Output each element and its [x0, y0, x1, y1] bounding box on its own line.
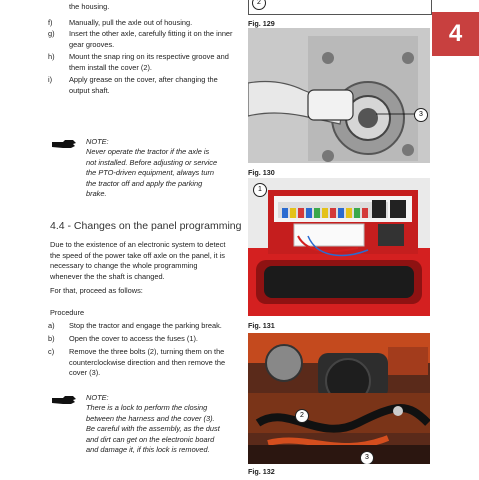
callout-badge: 1 — [253, 183, 267, 197]
step-label: b) — [48, 334, 55, 343]
step-label: g) — [48, 29, 55, 38]
fig-130-photo — [248, 28, 430, 163]
step-text: Insert the other axle, carefully fitting it on the inner gear grooves. — [69, 29, 233, 49]
note-line: the PTO-driven equipment, always turn — [86, 168, 215, 178]
note-line: not installed. Before adjusting or service — [86, 157, 218, 167]
note-line: and dirt can get on the electronic board — [86, 434, 215, 444]
step-text: Apply grease on the cover, after changing the output shaft. — [69, 75, 218, 95]
step-label: f) — [48, 18, 53, 27]
figure-caption: Fig. 132 — [248, 467, 275, 476]
note-body — [86, 147, 236, 200]
step-label: a) — [48, 321, 55, 330]
fig-128-crop — [248, 0, 432, 15]
step-text: Open the cover to access the fuses (1). — [69, 334, 198, 343]
step-text: Manually, pull the axle out of housing. — [69, 18, 193, 27]
note-line: There is a lock to perform the closing — [86, 403, 208, 412]
figure-caption: Fig. 130 — [248, 168, 275, 177]
figure-caption: Fig. 131 — [248, 321, 275, 330]
callout-badge: 2 — [252, 0, 266, 10]
pointing-hand-icon — [51, 138, 77, 150]
intro-line: necessary to change the whole programming — [50, 261, 198, 271]
note-line: Never operate the tractor if the axle is — [86, 147, 210, 156]
step-text: Remove the three bolts (2), turning them on the counterclockwise direction and then remove the cover (3). — [69, 347, 226, 378]
section-intro — [50, 240, 240, 282]
note-line: brake. — [86, 189, 107, 199]
step-text: the housing. — [69, 2, 110, 11]
procedure-title: Procedure — [50, 308, 85, 317]
callout-badge: 3 — [414, 108, 428, 122]
fig-132-photo — [248, 333, 430, 464]
note-title: NOTE: — [86, 137, 109, 146]
section-title: 4.4 - Changes on the panel programming — [50, 220, 242, 232]
note-line: between the harness and the cover (3). — [86, 413, 215, 423]
callout-badge: 3 — [360, 451, 374, 464]
intro-line: Due to the existence of an electronic system to detect — [50, 240, 226, 249]
step-label: i) — [48, 75, 53, 84]
fig-131-photo — [248, 178, 430, 316]
step-text: Mount the snap ring on its respective groove and them install the cover (2). — [69, 52, 229, 72]
fuse-panel-illustration — [248, 178, 430, 316]
chapter-badge: 4 — [432, 12, 479, 56]
intro-line: the speed of the power take off axle on the panel, it is — [50, 250, 225, 260]
proceed-text: For that, proceed as follows: — [50, 286, 143, 295]
callout-badge: 2 — [295, 409, 309, 423]
note-line: the tractor off and apply the parking — [86, 178, 203, 188]
pointing-hand-icon — [51, 394, 77, 406]
pto-shaft-illustration — [248, 28, 430, 163]
engine-compartment-illustration — [248, 333, 430, 464]
figure-caption: Fig. 129 — [248, 19, 275, 28]
note-line: and damage it, if this lock is removed. — [86, 445, 210, 455]
intro-line: whenever the the shaft is changed. — [50, 271, 165, 281]
step-label: c) — [48, 347, 55, 356]
note-title: NOTE: — [86, 393, 109, 402]
note-line: Be careful with the assembly, as the dust — [86, 424, 220, 434]
note-body — [86, 403, 241, 456]
step-text: Stop the tractor and engage the parking break. — [69, 321, 222, 330]
step-label: h) — [48, 52, 55, 61]
